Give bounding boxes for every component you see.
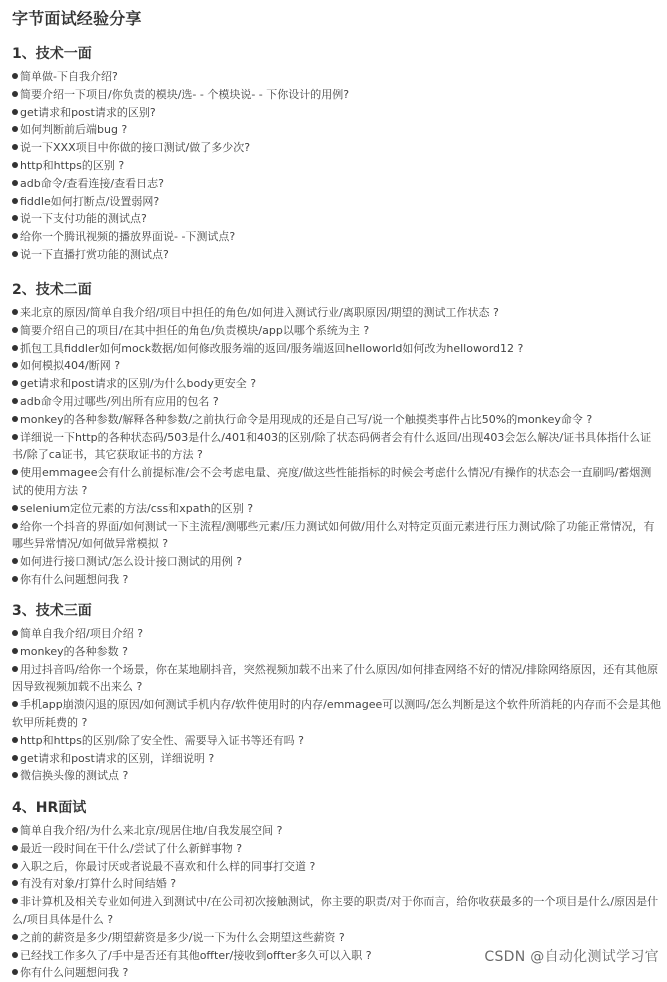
bullet-icon: [12, 952, 18, 958]
question-list: [12, 625, 662, 785]
bullet-icon: [12, 701, 18, 707]
question-text: 简要介绍自己的项目/在其中担任的角色/负责模块/app以哪个系统为主 ?: [20, 323, 370, 337]
bullet-icon: [12, 91, 18, 97]
question-item: [12, 893, 662, 929]
bullet-icon: [12, 648, 18, 654]
section-heading: 4、HR面试: [12, 800, 87, 816]
bullet-icon: [12, 827, 18, 833]
bullet-icon: [12, 362, 18, 368]
bullet-icon: [12, 380, 18, 386]
bullet-icon: [12, 898, 18, 904]
bullet-icon: [12, 666, 18, 672]
question-text: fiddle如何打断点/设置弱网?: [20, 194, 160, 208]
question-item: [12, 246, 662, 264]
question-item: [12, 625, 662, 643]
question-text: 如何进行接口测试/怎么设计接口测试的用例 ?: [20, 555, 243, 569]
question-item: [12, 393, 662, 411]
question-text: 入职之后，你最讨厌或者说最不喜欢和什么样的同事打交道 ?: [20, 859, 316, 873]
question-text: http和https的区别 ?: [20, 158, 125, 172]
question-text: 微信换头像的测试点 ?: [20, 769, 129, 783]
question-list: [12, 68, 662, 264]
question-item: [12, 553, 662, 571]
question-item: [12, 500, 662, 518]
bullet-icon: [12, 109, 18, 115]
bullet-icon: [12, 434, 18, 440]
question-item: [12, 68, 662, 86]
question-text: 用过抖音吗/给你一个场景，你在某地刷抖音，突然视频加载不出来了什么原因/如何排查网络不好的情况/排除网络原因，还有其他原因导致视频加载不出来么 ?: [12, 662, 659, 694]
bullet-icon: [12, 144, 18, 150]
question-item: [12, 375, 662, 393]
question-text: http和https的区别/除了安全性、需要导入证书等还有吗 ?: [20, 733, 304, 747]
question-item: [12, 929, 662, 947]
question-item: [12, 964, 662, 982]
question-text: get请求和post请求的区别?: [20, 105, 156, 119]
question-item: [12, 139, 662, 157]
section-tech-round-1: [12, 40, 662, 264]
bullet-icon: [12, 345, 18, 351]
question-item: [12, 210, 662, 228]
bullet-icon: [12, 772, 18, 778]
question-item: [12, 429, 662, 465]
question-item: [12, 732, 662, 750]
question-item: [12, 750, 662, 768]
bullet-icon: [12, 558, 18, 564]
question-text: 之前的薪资是多少/期望薪资是多少/说一下为什么会期望这些薪资 ?: [20, 930, 345, 944]
bullet-icon: [12, 327, 18, 333]
question-item: [12, 175, 662, 193]
question-text: 如何模拟404/断网 ?: [20, 359, 121, 373]
bullet-icon: [12, 126, 18, 132]
question-item: [12, 858, 662, 876]
question-text: adb命令用过哪些/列出所有应用的包名 ?: [20, 394, 219, 408]
question-text: 说一下直播打赏功能的测试点?: [20, 247, 169, 261]
question-text: selenium定位元素的方法/css和xpath的区别 ?: [20, 501, 254, 515]
question-text: monkey的各种参数 ?: [20, 644, 129, 658]
question-item: [12, 840, 662, 858]
question-item: [12, 411, 662, 429]
question-text: 使用emmagee会有什么前提标准/会不会考虑电量、亮度/做这些性能指标的时候会考虑什么情况/有操作的状态会一直刷吗/蓄烟测试的使用方法 ?: [12, 466, 652, 497]
question-item: [12, 104, 662, 122]
question-list: [12, 304, 662, 589]
question-text: adb命令/查看连接/查看日志?: [20, 176, 164, 190]
bullet-icon: [12, 576, 18, 582]
question-text: 简单自我介绍/为什么来北京/现居住地/自我发展空间 ?: [20, 824, 283, 837]
bullet-icon: [12, 505, 18, 511]
bullet-icon: [12, 398, 18, 404]
question-text: 给你一个腾讯视频的播放界面说- -下测试点?: [20, 230, 236, 244]
question-item: [12, 875, 662, 893]
question-item: [12, 661, 662, 697]
question-text: 来北京的原因/简单自我介绍/项目中担任的角色/如何进入测试行业/离职原因/期望的测试工作状态 ?: [20, 306, 499, 319]
bullet-icon: [12, 215, 18, 221]
question-item: [12, 157, 662, 175]
question-text: 详细说一下http的各种状态码/503是什么/401和403的区别/除了状态码俩者会有什么返回/出现403会怎么解决/证书具体指什么证书/除了ca证书，其它获取证书的方法 ?: [12, 430, 652, 462]
question-item: [12, 464, 662, 500]
question-text: 说一下支付功能的测试点?: [20, 212, 147, 226]
bullet-icon: [12, 73, 18, 79]
bullet-icon: [12, 233, 18, 239]
section-tech-round-2: [12, 276, 662, 589]
question-item: [12, 518, 662, 554]
question-item: [12, 571, 662, 589]
question-text: 已经找工作多久了/手中是否还有其他offter/接收到offter多久可以入职 ?: [20, 948, 372, 962]
question-item: [12, 643, 662, 661]
bullet-icon: [12, 309, 18, 315]
question-text: 有没有对象/打算什么时间结婚 ?: [20, 877, 177, 891]
question-text: 简要介绍一下项目/你负责的模块/选- - 个模块说- - 下你设计的用例?: [20, 87, 350, 101]
bullet-icon: [12, 251, 18, 257]
section-heading: 3、技术三面: [12, 603, 92, 619]
bullet-icon: [12, 180, 18, 186]
question-text: 手机app崩溃闪退的原因/如何测试手机内存/软件使用时的内存/emmagee可以测吗/怎么判断是这个软件所消耗的内存而不会是其他软甲所耗费的 ?: [12, 698, 661, 729]
question-item: [12, 357, 662, 375]
bullet-icon: [12, 755, 18, 761]
question-item: [12, 86, 662, 104]
bullet-icon: [12, 880, 18, 886]
section-heading: 2、技术二面: [12, 282, 92, 298]
question-text: 如何判断前后端bug ?: [20, 123, 128, 137]
bullet-icon: [12, 845, 18, 851]
question-text: 最近一段时间在干什么/尝试了什么新鲜事物 ?: [20, 841, 243, 855]
bullet-icon: [12, 630, 18, 636]
question-text: 简单自我介绍/项目介绍 ?: [20, 627, 144, 640]
bullet-icon: [12, 523, 18, 529]
question-item: [12, 121, 662, 139]
question-item: [12, 193, 662, 211]
question-item: [12, 228, 662, 246]
question-item: [12, 822, 662, 840]
question-text: 简单做-下自我介绍?: [20, 70, 118, 83]
question-text: 你有什么问题想问我 ?: [20, 966, 129, 980]
question-text: 说一下XXX项目中你做的接口测试/做了多少次?: [20, 141, 251, 155]
watermark: CSDN @自动化测试学习官: [484, 949, 659, 965]
question-item: [12, 340, 662, 358]
section-tech-round-3: [12, 597, 662, 785]
question-item: [12, 322, 662, 340]
question-text: 非计算机及相关专业如何进入到测试中/在公司初次接触测试，你主要的职责/对于你而言，给你收获最多的一个项目是什么/原因是什么/项目具体是什么 ?: [12, 895, 659, 926]
bullet-icon: [12, 416, 18, 422]
bullet-icon: [12, 737, 18, 743]
question-text: 给你一个抖音的界面/如何测试一下主流程/测哪些元素/压力测试如何做/用什么对特定页面元素进行压力测试/除了功能正常情况，有哪些异常情况/如何做异常模拟 ?: [12, 519, 655, 551]
bullet-icon: [12, 469, 18, 475]
document-title: 字节面试经验分享: [12, 9, 142, 28]
question-text: get请求和post请求的区别/为什么body更安全 ?: [20, 377, 257, 391]
question-text: 你有什么问题想问我 ?: [20, 572, 129, 586]
question-item: [12, 767, 662, 785]
bullet-icon: [12, 198, 18, 204]
section-heading: 1、技术一面: [12, 46, 92, 62]
question-item: [12, 304, 662, 322]
bullet-icon: [12, 934, 18, 940]
bullet-icon: [12, 969, 18, 975]
question-text: monkey的各种参数/解释各种参数/之前执行命令是用现成的还是自己写/说一个触摸类事件占比50%的monkey命令 ?: [20, 412, 593, 426]
question-text: 抓包工具fiddler如何mock数据/如何修改服务端的返回/服务端返回helloworld如何改为helloword12 ?: [20, 341, 524, 355]
bullet-icon: [12, 863, 18, 869]
question-item: [12, 696, 662, 732]
bullet-icon: [12, 162, 18, 168]
question-text: get请求和post请求的区别，详细说明 ?: [20, 751, 215, 765]
